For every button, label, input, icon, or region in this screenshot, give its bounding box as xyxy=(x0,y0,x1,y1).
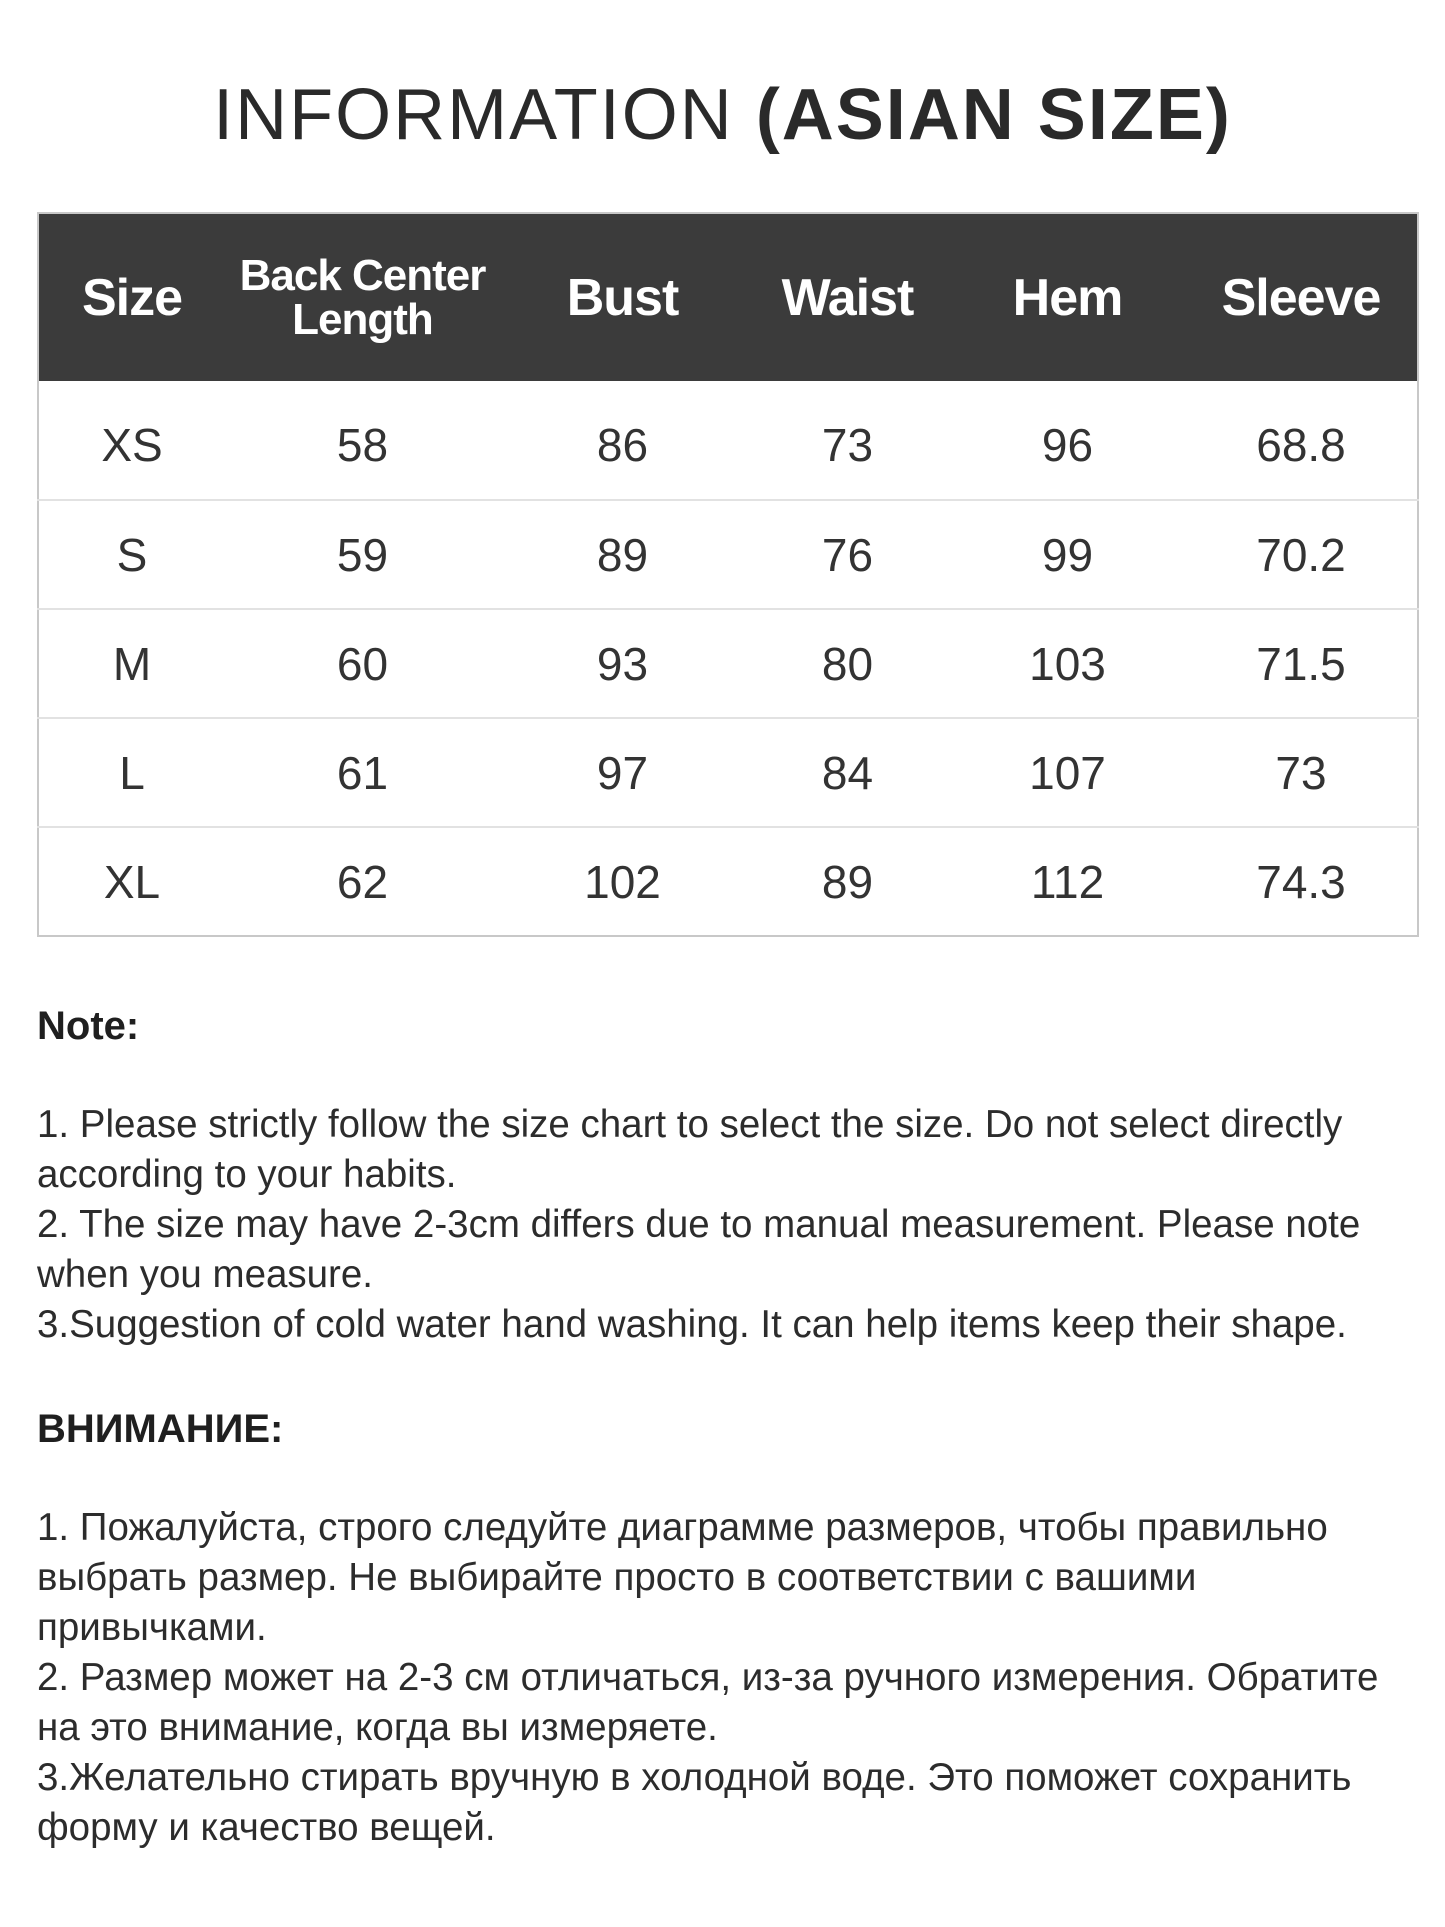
note-heading: Note: xyxy=(37,1004,140,1048)
measurement-cell: 89 xyxy=(500,500,745,609)
measurement-cell: 99 xyxy=(950,500,1185,609)
measurement-cell: 89 xyxy=(745,827,950,936)
column-header xyxy=(1185,213,1418,381)
measurement-cell: 76 xyxy=(745,500,950,609)
header-row xyxy=(38,213,1418,381)
size-chart-body xyxy=(38,381,1418,936)
note-item: 3.Желательно стирать вручную в холодной воде. Это поможет сохранить форму и качество вещей. xyxy=(37,1756,1352,1849)
measurement-cell: 86 xyxy=(596,419,649,471)
measurement-cell: 96 xyxy=(1041,419,1094,471)
note-heading-ru: ВНИМАНИЕ: xyxy=(37,1407,284,1451)
measurement-cell: 61 xyxy=(225,718,500,827)
column-header xyxy=(500,213,745,381)
column-header xyxy=(745,213,950,381)
column-header xyxy=(225,213,500,381)
note-english xyxy=(37,1002,1417,1350)
page-title xyxy=(0,70,1445,160)
note-item: 1. Please strictly follow the size chart to select the size. Do not select directly according to your habits. xyxy=(37,1103,1343,1196)
measurement-cell: 74.3 xyxy=(1185,827,1418,936)
size-label-cell: XL xyxy=(38,827,225,936)
title-bold-text: (ASIAN SIZE) xyxy=(755,75,1232,155)
measurement-cell: 60 xyxy=(225,609,500,718)
measurement-cell: 68.8 xyxy=(1256,419,1346,471)
note-list xyxy=(37,1100,1417,1350)
column-header-line: Waist xyxy=(781,268,914,327)
note-item: 2. Размер может на 2-3 см отличаться, из-за ручного измерения. Обратите на это внимание, когда вы измеряете. xyxy=(37,1656,1379,1749)
measurement-cell: 93 xyxy=(500,609,745,718)
measurement-cell: 59 xyxy=(225,500,500,609)
column-header-line: Back Center xyxy=(239,250,486,300)
measurement-cell: 103 xyxy=(950,609,1185,718)
size-chart-table xyxy=(37,212,1419,937)
size-chart-header xyxy=(38,213,1418,381)
measurement-cell: 71.5 xyxy=(1185,609,1418,718)
size-label-cell: XS xyxy=(101,419,163,471)
column-header-line: Size xyxy=(81,268,183,327)
note-item: 2. The size may have 2-3cm differs due to manual measurement. Please note when you measure. xyxy=(37,1203,1361,1296)
column-header xyxy=(950,213,1185,381)
column-header xyxy=(38,213,225,381)
measurement-cell: 84 xyxy=(745,718,950,827)
column-header-line: Hem xyxy=(1012,268,1123,327)
size-label-cell: L xyxy=(38,718,225,827)
table-row xyxy=(38,500,1418,609)
size-label-cell: S xyxy=(38,500,225,609)
measurement-cell: 73 xyxy=(821,419,874,471)
note-russian xyxy=(37,1405,1417,1853)
measurement-cell: 102 xyxy=(500,827,745,936)
measurement-cell: 62 xyxy=(225,827,500,936)
table-row xyxy=(38,827,1418,936)
note-list-ru xyxy=(37,1503,1417,1853)
column-header-line: Bust xyxy=(566,268,679,327)
table-row xyxy=(38,609,1418,718)
table-row xyxy=(38,381,1418,500)
measurement-cell: 107 xyxy=(950,718,1185,827)
table-row xyxy=(38,718,1418,827)
measurement-cell: 58 xyxy=(336,419,389,471)
size-label-cell: M xyxy=(38,609,225,718)
note-item: 3.Suggestion of cold water hand washing. It can help items keep their shape. xyxy=(37,1303,1347,1346)
note-item: 1. Пожалуйста, строго следуйте диаграмме размеров, чтобы правильно выбрать размер. Не выбирайте просто в соответствии с вашими привычками. xyxy=(37,1506,1328,1649)
measurement-cell: 70.2 xyxy=(1185,500,1418,609)
measurement-cell: 73 xyxy=(1185,718,1418,827)
title-light-text: INFORMATION xyxy=(213,75,734,155)
measurement-cell: 80 xyxy=(745,609,950,718)
column-header-line: Length xyxy=(292,294,433,344)
measurement-cell: 112 xyxy=(950,827,1185,936)
measurement-cell: 97 xyxy=(500,718,745,827)
column-header-line: Sleeve xyxy=(1221,268,1381,327)
